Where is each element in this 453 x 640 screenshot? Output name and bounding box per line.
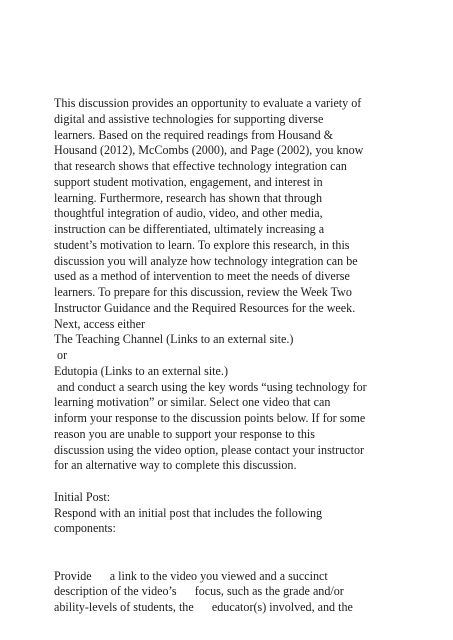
or-text: or	[54, 348, 68, 362]
bullet-line: Provide a link to the video you viewed and a succinct	[54, 568, 328, 583]
paragraph-line: thoughtful integration of audio, video, and other media,	[54, 206, 323, 221]
paragraph-line: learners. To prepare for this discussion, review the Week Two	[54, 285, 352, 299]
bullet-line: ability-levels of students, the educator(s) involved, and the	[54, 600, 353, 614]
paragraph-line: digital and assistive technologies for supporting diverse	[54, 111, 324, 126]
paragraph-line: components:	[54, 521, 116, 536]
paragraph-line: Instructor Guidance and the Required Resources for the week.	[54, 300, 356, 315]
paragraph-line: This discussion provides an opportunity to evaluate a variety of	[54, 96, 362, 110]
paragraph-line: used as a method of intervention to meet the needs of diverse	[54, 269, 350, 284]
paragraph-line: reason you are unable to support your response to this	[54, 426, 315, 441]
edutopia-link[interactable]: Edutopia (Links to an external site.)	[54, 363, 228, 378]
paragraph-line: and conduct a search using the key words “using technology for	[54, 379, 367, 394]
paragraph-line: support student motivation, engagement, and interest in	[54, 174, 323, 189]
bullet-line: description of the video’s focus, such as the grade and/or	[54, 584, 344, 599]
paragraph-line: that research shows that effective technology integration can	[54, 159, 347, 173]
paragraph-line: learning motivation” or similar. Select one video that can	[54, 395, 331, 410]
paragraph-line: instruction can be differentiated, ultimately increasing a	[54, 222, 325, 236]
paragraph-line: inform your response to the discussion points below. If for some	[54, 411, 366, 425]
paragraph-line: for an alternative way to complete this discussion.	[54, 458, 297, 473]
teaching-channel-link[interactable]: The Teaching Channel (Links to an external site.)	[54, 332, 294, 347]
discussion-prompt-text	[54, 96, 414, 616]
paragraph-line: learning. Furthermore, research has shown that through	[54, 190, 322, 205]
section-spacer	[54, 537, 414, 569]
paragraph-line: Housand (2012), McCombs (2000), and Page (2002), you know	[54, 143, 364, 158]
initial-post-heading: Initial Post:	[54, 489, 111, 504]
paragraph-line: discussion using the video option, please contact your instructor	[54, 442, 365, 457]
paragraph-line: Respond with an initial post that includes the following	[54, 505, 323, 520]
paragraph-line: student’s motivation to learn. To explore this research, in this	[54, 237, 350, 252]
paragraph-line: learners. Based on the required readings from Housand &	[54, 127, 334, 142]
paragraph-line: Next, access either	[54, 316, 145, 331]
paragraph-line: discussion you will analyze how technology integration can be	[54, 253, 358, 268]
paragraph-spacer	[54, 474, 414, 490]
